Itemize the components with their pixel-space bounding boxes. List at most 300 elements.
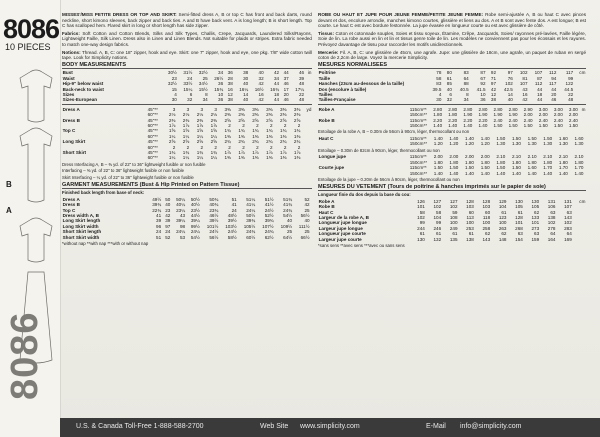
table-cell: 2.80	[433, 106, 443, 112]
table-cell: 43	[179, 213, 186, 219]
row-label: Short Skirt width	[62, 234, 100, 240]
notions-label-en: Notions:	[62, 49, 81, 55]
row-label: Bust	[62, 70, 73, 76]
table-cell: 1.50	[568, 123, 578, 128]
table-cell: 52½	[264, 213, 274, 219]
table-cell: 20	[283, 91, 289, 97]
table-cell: 126	[417, 198, 425, 204]
table-cell: 2.10	[511, 154, 521, 160]
table-cell: 1.40	[465, 136, 474, 141]
table-cell: 16½	[254, 86, 264, 92]
table-cell: 169	[564, 236, 572, 242]
table-cell: 2.40	[508, 117, 518, 123]
footer-email[interactable]: info@simplicity.com	[460, 423, 522, 430]
table-cell: 2.00	[523, 112, 533, 118]
table-cell: 51½	[264, 196, 274, 202]
table-cell: 40	[507, 97, 513, 103]
row-label: Poitrine	[318, 70, 336, 76]
table-cell: 40	[446, 86, 452, 92]
top-sketch	[20, 218, 52, 262]
table-cell: 40	[304, 218, 310, 224]
table-cell: 1.50	[523, 123, 533, 128]
row-label: Haut C	[318, 136, 334, 141]
table-cell: 1.40	[543, 170, 553, 176]
table-cell: 102	[433, 204, 442, 210]
row-label: Short Skirt	[62, 150, 87, 156]
table-cell	[301, 155, 312, 160]
table-cell: 107	[564, 204, 572, 210]
table-cell: 2	[283, 144, 287, 150]
table-cell: 81	[522, 75, 528, 81]
table-cell: 12	[490, 91, 497, 97]
table-cell: 33½	[183, 81, 193, 87]
table-cell: 98	[179, 223, 186, 229]
table-cell: 10	[480, 91, 486, 97]
table-cell: 1.90	[508, 112, 518, 118]
table-cell: 62½	[264, 234, 274, 240]
table-cell: 60"**	[147, 112, 158, 118]
row-label: Long Skirt width	[62, 223, 99, 229]
table-cell: 1.50	[543, 136, 553, 141]
table-cell: 36	[480, 97, 486, 103]
row-label: Robe A	[318, 198, 335, 204]
table-cell: 2	[200, 144, 204, 150]
table-cell: 104	[498, 204, 507, 210]
row-label: Dress A	[62, 196, 80, 202]
table-cell: 105	[515, 204, 523, 210]
table-cell: 2.40	[493, 117, 503, 123]
table-cell: 2	[228, 144, 231, 150]
table-cell: 2.10	[558, 154, 568, 160]
table-cell	[578, 123, 586, 128]
table-cell	[574, 97, 586, 102]
table-cell: 117	[549, 81, 557, 87]
table-cell: 1.50	[449, 165, 459, 171]
table-cell: 36	[218, 97, 224, 103]
table-cell: 1.40	[558, 170, 568, 176]
interfacing-top-en: Interfacing – ⅜ yd. of 22" to 36" lightweight fusible or non fusible	[62, 168, 185, 174]
table-cell: 61	[468, 231, 474, 237]
table-cell: 2⅝	[293, 117, 301, 123]
table-cell: 23	[165, 207, 171, 213]
row-label: Dress A	[62, 106, 80, 112]
table-cell: 1¾	[293, 128, 301, 134]
fabrics-fr	[318, 31, 586, 48]
table-cell: 1¼	[168, 133, 176, 139]
table-cell: 1.80	[543, 159, 553, 165]
table-cell: 1.20	[465, 141, 474, 147]
table-cell: 1¾	[182, 150, 190, 156]
table-cell: 2.80	[508, 106, 518, 112]
row-label: Dress B	[62, 202, 80, 208]
table-cell: 38	[490, 97, 497, 103]
table-cell: 46	[283, 81, 289, 87]
table-cell: 2.80	[463, 106, 473, 112]
table-cell: 1.80	[465, 159, 474, 165]
table-cell: 2	[256, 144, 259, 150]
table-cell: 58	[436, 209, 442, 215]
table-cell: 41	[231, 202, 237, 208]
mesures-vetement-table	[318, 199, 586, 242]
table-cell: 24	[231, 207, 237, 213]
table-cell: 88	[463, 81, 469, 87]
table-cell: 94	[551, 75, 557, 81]
table-cell: 41¼	[246, 202, 256, 208]
table-cell: 40	[258, 70, 264, 76]
table-cell: 1.40	[478, 123, 488, 128]
table-cell: 46	[283, 97, 289, 103]
row-label	[62, 155, 147, 160]
table-cell: 60"**	[147, 123, 158, 128]
footnote-fr: *sans sens **avec sens ***avec ou sans sens	[318, 243, 405, 249]
table-cell: 3.00	[538, 106, 548, 112]
table-cell: yd	[306, 106, 312, 112]
table-cell: 31½	[183, 70, 193, 76]
table-cell: 2⅝	[266, 117, 273, 123]
table-cell: 50¼	[176, 196, 186, 202]
table-cell: 24½	[264, 207, 274, 213]
table-cell: 128	[515, 215, 523, 221]
table-cell: m	[581, 106, 586, 112]
entoilage-robe: Entoilage de la robe A, B – 0.30m de 56cm à 90cm, léger, thermocollant ou non	[318, 129, 470, 135]
table-cell: 85	[446, 81, 452, 87]
table-cell: 1.70	[574, 165, 584, 171]
table-cell: 2⅝	[238, 117, 245, 123]
table-cell: 40.5	[459, 86, 469, 92]
table-cell: 51	[156, 234, 162, 240]
notions-text-fr: Fil. A, B, C: une glissière de 45cm, une agrafe. Jupe: une glissière de 18cm, une agrafe, un paquet de ruban en sergé coton de 2,2cm de large. Voyez la mercerie Simplicity.	[318, 49, 587, 61]
table-cell: 150cm**	[409, 159, 428, 165]
table-cell: 115cm**	[409, 165, 427, 171]
table-cell: 1.50	[493, 123, 503, 128]
table-cell: 18	[273, 91, 280, 97]
metrage-table	[318, 107, 586, 129]
table-cell: 107	[534, 70, 543, 76]
table-cell: 278	[547, 225, 556, 231]
table-cell: 50½	[190, 196, 200, 202]
table-cell: 4	[438, 91, 442, 97]
table-cell: 1⅜	[224, 133, 231, 139]
metrage-jupe-table	[318, 154, 586, 176]
table-cell: 1¾	[280, 128, 287, 134]
table-cell: 80	[446, 70, 452, 76]
table-cell: 2⅜	[168, 117, 176, 123]
table-cell: 1.60	[574, 136, 584, 141]
table-cell: 42	[490, 86, 497, 92]
table-cell: 127	[433, 198, 442, 204]
table-cell: 2¾	[252, 139, 259, 145]
table-cell: 1.40	[480, 136, 490, 141]
footer-email-label: E-Mail	[426, 423, 446, 430]
description-fr	[318, 12, 586, 29]
table-cell: cm	[579, 70, 586, 76]
table-cell: 1.30	[527, 141, 537, 147]
table-cell: 106	[547, 204, 556, 210]
description-title-en: MISSES'/MISS PETITE DRESS OR TOP AND SKIRT:	[62, 12, 177, 17]
table-cell: 283	[564, 225, 572, 231]
table-cell: 2.80	[493, 106, 503, 112]
table-cell: 2	[283, 123, 287, 128]
table-row	[318, 123, 586, 128]
table-cell: 1⅝	[196, 128, 204, 134]
row-label: Top C	[62, 128, 76, 134]
table-cell: 128	[482, 198, 491, 204]
table-cell: 2	[297, 144, 301, 150]
table-cell: 2⅝	[280, 117, 287, 123]
table-cell: 2.00	[480, 154, 490, 160]
table-cell: 244	[417, 225, 425, 231]
table-cell: 60"**	[147, 155, 158, 161]
table-cell: 1¾	[196, 150, 204, 156]
table-cell: 273	[531, 225, 540, 231]
table-cell: 3	[200, 106, 204, 112]
table-cell: 2	[269, 144, 273, 150]
footer-website-label: Web Site	[260, 423, 289, 430]
table-cell: 52	[304, 196, 310, 202]
table-cell: 39½	[227, 218, 237, 224]
table-cell: 1⅜	[293, 155, 301, 161]
table-cell: 34	[273, 75, 280, 81]
table-cell: 24¼	[190, 229, 200, 235]
table-cell: 1¼	[196, 155, 204, 161]
table-cell: 67	[480, 75, 486, 81]
table-cell: 1.40	[448, 123, 458, 128]
table-cell: 39½	[209, 218, 219, 224]
table-cell	[572, 237, 586, 242]
table-cell: 1.80	[433, 159, 443, 165]
table-cell: 2.80	[478, 106, 488, 112]
table-cell: 58	[436, 75, 442, 81]
footer-phone: U.S. & Canada Toll-Free 1-888-588-2700	[76, 423, 204, 430]
table-cell: 2¾	[224, 139, 231, 145]
notions-fr	[318, 50, 586, 61]
table-cell: 32	[187, 97, 193, 103]
table-cell: 16¼	[239, 86, 249, 92]
table-cell: 103	[482, 204, 491, 210]
table-cell: 32½	[198, 70, 208, 76]
table-cell: 17¼	[295, 86, 305, 92]
table-cell: 41.5	[476, 86, 486, 92]
row-label: Tailles-Française	[318, 97, 356, 103]
table-cell: 53	[179, 234, 186, 240]
row-label	[318, 171, 409, 176]
mesures-table	[318, 70, 586, 102]
table-cell: 1.50	[511, 165, 521, 171]
table-cell: 48	[299, 97, 305, 103]
table-cell: 52	[165, 234, 171, 240]
table-cell: 1.70	[543, 165, 553, 171]
table-cell: 1⅞	[182, 123, 190, 128]
table-cell: 1.80	[558, 159, 568, 165]
entoilage-haut: Entoilage – 0.30m de 82cm à 90cm, léger, thermocollant ou non	[318, 147, 440, 153]
table-cell: 42.5	[503, 86, 513, 92]
table-cell: 92	[480, 81, 486, 87]
table-cell: 40	[243, 97, 249, 103]
table-cell: 2	[228, 123, 231, 128]
table-cell: 138	[466, 236, 474, 242]
table-cell: 39¾	[264, 218, 274, 224]
table-cell: 112	[549, 70, 557, 76]
description-en	[62, 12, 312, 29]
table-cell: 1⅜	[293, 133, 301, 139]
divider	[62, 104, 312, 105]
garment-subtitle-fr: Longueur finie du dos depuis la base du cou:	[318, 192, 411, 198]
table-cell: 2⅜	[238, 112, 245, 118]
table-cell: 8	[205, 91, 208, 97]
table-cell: 131	[564, 198, 572, 204]
table-cell: 3⅜	[280, 106, 287, 112]
table-cell: 61	[452, 231, 458, 237]
row-label: Taille	[318, 75, 330, 81]
table-cell: 63	[550, 209, 556, 215]
french-column	[318, 12, 586, 250]
table-cell: 249	[449, 225, 458, 231]
table-cell: 42	[273, 70, 280, 76]
table-cell: 115cm**	[409, 117, 427, 123]
table-cell	[310, 235, 312, 240]
table-cell: 16¾	[270, 86, 280, 92]
table-cell: 24½	[227, 229, 237, 235]
table-cell: 64½	[283, 234, 293, 240]
pattern-number: 8086	[3, 14, 60, 44]
table-cell: 1⅝	[168, 128, 176, 134]
mesures-normalisees-title: MESURES NORMALISEES	[318, 63, 586, 70]
table-cell: 150cm**	[409, 170, 428, 176]
table-cell: 268	[515, 225, 523, 231]
table-cell: cm	[579, 198, 586, 204]
table-cell: 1⅞	[252, 150, 259, 156]
table-cell: 1⅝	[210, 128, 217, 134]
table-cell: 2⅜	[196, 117, 204, 123]
table-cell: 102	[505, 81, 513, 87]
table-cell: 15½	[198, 86, 208, 92]
footer-website[interactable]: www.simplicity.com	[300, 423, 360, 430]
row-label: Haut C	[318, 209, 334, 215]
table-cell: 97	[507, 70, 513, 76]
table-cell: 34½	[198, 81, 208, 87]
table-cell: 97	[490, 81, 497, 87]
table-cell: 23	[171, 75, 177, 81]
body-measurements-title: BODY MEASUREMENTS	[62, 63, 312, 70]
table-cell: 2¾	[280, 139, 287, 145]
table-cell: 1⅜	[266, 155, 273, 161]
table-cell: 40¾	[209, 202, 219, 208]
table-cell: 44½	[190, 213, 200, 219]
table-cell: 23¾	[209, 207, 219, 213]
table-cell: 135	[449, 236, 458, 242]
table-cell: 24	[156, 229, 162, 235]
yardage-table	[62, 107, 312, 161]
table-cell: 2.40	[538, 117, 548, 123]
description-title-fr: ROBE OU HAUT ET JUPE POUR JEUNE FEMME/PETITE JEUNE FEMME:	[318, 12, 484, 17]
table-cell: 28	[227, 75, 233, 81]
table-cell: 18	[537, 91, 543, 97]
table-cell: 113	[466, 215, 474, 221]
table-cell: 40	[243, 81, 249, 87]
table-cell: 3⅜	[224, 106, 231, 112]
table-row	[318, 171, 586, 176]
notions-text-en: Thread. A, B, C: one 18" zipper, hook and eye. Skirt: one 7" zipper, hook and eye, one pkg. 7/8" wide cotton twill tape. Look for Simplicity notions.	[62, 49, 312, 61]
table-cell: 39¼	[176, 218, 186, 224]
table-cell: 60	[485, 209, 491, 215]
table-cell: 2⅝	[252, 117, 259, 123]
table-cell: 4	[174, 91, 177, 97]
table-row	[318, 97, 586, 102]
table-cell: 61	[436, 231, 442, 237]
table-cell: 2.40	[553, 117, 563, 123]
row-label: Back-neck to waist	[62, 86, 104, 92]
table-cell: 1¼	[210, 133, 217, 139]
table-cell: 42	[522, 97, 528, 103]
table-cell: 50	[165, 196, 171, 202]
table-cell: 44	[551, 86, 557, 92]
table-cell: 44	[273, 97, 280, 103]
row-label: Hip-9" below waist	[62, 81, 104, 87]
table-cell: 1.80	[448, 112, 458, 118]
table-cell: 100	[449, 220, 458, 226]
table-cell: 45"**	[147, 128, 158, 134]
table-cell: 1.40	[480, 170, 490, 176]
row-label: Tailles	[318, 91, 333, 97]
table-cell: 2	[186, 144, 190, 150]
table-cell: 45"**	[147, 150, 158, 156]
table-cell: 1.50	[527, 136, 537, 141]
table-cell: 42	[165, 213, 171, 219]
table-cell: 39	[156, 218, 162, 224]
table-cell: 1⅞	[266, 150, 273, 156]
table-cell: 78	[436, 70, 442, 76]
table-cell: 2.00	[449, 154, 459, 160]
table-cell: 115cm**	[409, 154, 427, 160]
row-label: Robe A	[318, 106, 335, 112]
table-cell: 1.60	[527, 165, 537, 171]
table-cell: 2.90	[523, 106, 533, 112]
table-cell: 3	[172, 106, 176, 112]
garment-measurements-title: GARMENT MEASUREMENTS (Bust & Hip Printed on Pattern Tissue)	[62, 183, 312, 190]
table-cell: 64	[463, 75, 469, 81]
table-cell: 1.40	[463, 123, 473, 128]
table-cell: 2⅜	[210, 117, 217, 123]
table-cell: 25	[304, 207, 310, 213]
table-cell: 45"**	[147, 106, 158, 112]
table-cell: 101	[417, 204, 425, 210]
english-column	[62, 12, 312, 248]
table-cell: 61	[446, 75, 452, 81]
table-cell: 50½	[246, 213, 256, 219]
left-strip	[0, 0, 61, 437]
table-cell: 2⅛	[168, 112, 176, 118]
table-cell: 1.30	[543, 141, 553, 147]
table-cell: 2	[242, 144, 245, 150]
table-cell: 102	[417, 215, 425, 221]
table-cell: 107	[519, 81, 528, 87]
table-cell: 43	[522, 86, 528, 92]
table-cell: 2	[214, 144, 217, 150]
table-cell: 1.20	[433, 141, 443, 147]
table-cell: 1.40	[574, 170, 584, 176]
fabrics-label-en: Fabrics:	[62, 30, 80, 36]
table-cell: 130	[417, 236, 425, 242]
table-cell: 111½	[298, 223, 310, 229]
table-cell	[584, 171, 586, 176]
table-cell: 3.00	[568, 106, 578, 112]
fabrics-text-fr: Coton et cotonnade souples, Soies et tissu soyeux, Étamine, Crêpe, Jacquards, Soies/ rayonnes pré-lavées, Faille légère, Soie de lin. La robe aussi en lin et lin et tissus genre toile de lin. Les modèles ne conviennent pas pour les écossais et les rayures. Prévoyez davantage de tissu pour raccorder les motifs unidirectionnels.	[318, 30, 586, 47]
view-letter-b: B	[6, 180, 12, 189]
table-cell: 1⅜	[280, 133, 287, 139]
table-cell: 118	[482, 215, 491, 221]
row-label: Sizes	[62, 91, 75, 97]
table-cell: 102	[564, 220, 572, 226]
